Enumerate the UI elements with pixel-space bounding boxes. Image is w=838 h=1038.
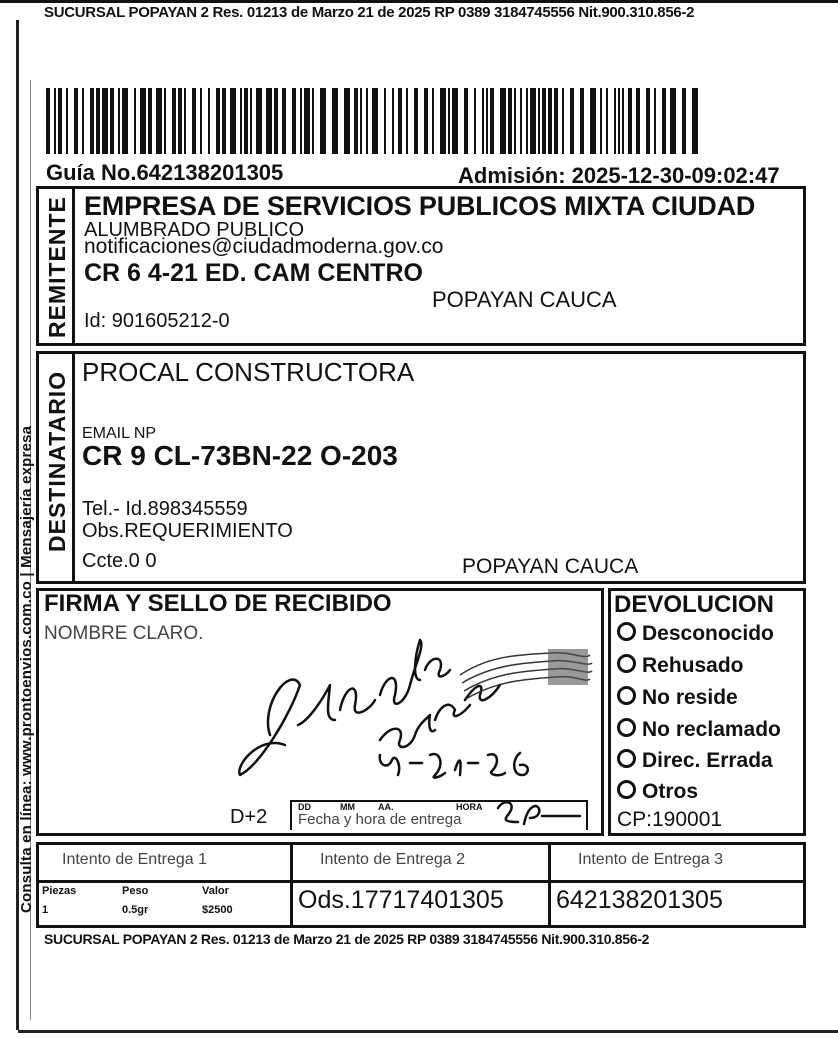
bottom-edge-line	[18, 1030, 838, 1033]
barcode-bar	[172, 88, 176, 154]
handwritten-signature	[230, 625, 600, 785]
barcode-bar	[360, 88, 362, 154]
barcode	[46, 88, 698, 154]
barcode-bar	[140, 88, 146, 154]
receipt-subtitle: NOMBRE CLARO.	[44, 623, 204, 644]
barcode-bar	[654, 88, 656, 154]
date-header-mm: MM	[340, 802, 355, 812]
recipient-email: EMAIL NP	[82, 425, 157, 442]
barcode-bar	[46, 88, 50, 154]
barcode-bar	[486, 88, 488, 154]
barcode-bar	[548, 88, 552, 154]
ods-number: Ods.17717401305	[298, 886, 504, 914]
devolucion-title: DEVOLUCION	[614, 591, 775, 618]
radio-circle-icon	[617, 622, 636, 641]
barcode-bar	[520, 88, 522, 154]
barcode-bar	[622, 88, 624, 154]
barcode-bar	[304, 88, 310, 154]
barcode-bar	[554, 88, 558, 154]
date-caption: Fecha y hora de entrega	[298, 811, 462, 828]
barcode-bar	[614, 88, 616, 154]
barcode-bar	[156, 88, 162, 154]
value-header: Valor	[202, 885, 229, 897]
sender-company: EMPRESA DE SERVICIOS PUBLICOS MIXTA CIUDAD	[84, 191, 756, 221]
barcode-bar	[230, 88, 236, 154]
barcode-bar	[682, 88, 686, 154]
guide-number: Guía No.642138201305	[46, 160, 284, 185]
sender-city: POPAYAN CAUCA	[432, 287, 617, 312]
barcode-bar	[464, 88, 468, 154]
sender-label-divider	[72, 186, 75, 346]
barcode-bar	[54, 88, 56, 154]
barcode-bar	[90, 88, 94, 154]
barcode-bar	[538, 88, 540, 154]
barcode-bar	[74, 88, 78, 154]
devolucion-option-otros[interactable]: Otros	[617, 780, 698, 804]
radio-circle-icon	[617, 718, 636, 737]
barcode-bar	[432, 88, 434, 154]
barcode-bar	[600, 88, 602, 154]
sender-email: notificaciones@ciudadmoderna.gov.co	[84, 235, 444, 258]
devolucion-option-no-reclamado[interactable]: No reclamado	[617, 718, 781, 742]
guide-code: 642138201305	[556, 886, 723, 914]
barcode-bar	[530, 88, 536, 154]
barcode-bar	[312, 88, 314, 154]
weight-value: 0.5gr	[122, 904, 149, 916]
barcode-bar	[122, 88, 128, 154]
barcode-bar	[266, 88, 272, 154]
barcode-bar	[590, 88, 596, 154]
side-website-text: Consulta en línea: www.prontoenvios.com.co | Mensajería expresa	[18, 425, 35, 913]
weight-header: Peso	[122, 885, 149, 897]
pieces-value: 1	[42, 904, 49, 916]
barcode-bar	[244, 88, 248, 154]
sender-label: REMITENTE	[44, 196, 70, 338]
barcode-bar	[300, 88, 302, 154]
barcode-bar	[618, 88, 620, 154]
attempt-1: Intento de Entrega 1	[62, 851, 207, 868]
barcode-bar	[372, 88, 378, 154]
barcode-bar	[292, 88, 296, 154]
barcode-bar	[102, 88, 108, 154]
barcode-bar	[542, 88, 546, 154]
barcode-bar	[332, 88, 338, 154]
barcode-bar	[222, 88, 226, 154]
devolucion-option-direc-errada[interactable]: Direc. Errada	[617, 749, 773, 773]
barcode-bar	[562, 88, 564, 154]
barcode-bar	[384, 88, 386, 154]
barcode-bar	[490, 88, 494, 154]
radio-circle-icon	[617, 686, 636, 705]
barcode-bar	[662, 88, 666, 154]
recipient-label: DESTINATARIO	[44, 370, 70, 552]
barcode-bar	[250, 88, 252, 154]
top-banner: SUCURSAL POPAYAN 2 Res. 01213 de Marzo 21 de 2025 RP 0389 3184745556 Nit.900.310.856-2	[44, 4, 695, 21]
barcode-bar	[500, 88, 506, 154]
attempts-col-divider-2	[548, 842, 551, 928]
barcode-bar	[58, 88, 62, 154]
barcode-bar	[424, 88, 428, 154]
barcode-bar	[628, 88, 632, 154]
delivery-days-label: D+2	[230, 806, 268, 828]
barcode-bar	[274, 88, 278, 154]
barcode-bar	[414, 88, 418, 154]
sender-id: Id: 901605212-0	[84, 310, 230, 332]
date-header-hora: HORA	[456, 802, 483, 812]
barcode-bar	[118, 88, 120, 154]
barcode-bar	[366, 88, 368, 154]
barcode-bar	[66, 88, 68, 154]
devolucion-option-no-reside[interactable]: No reside	[617, 686, 738, 710]
barcode-bar	[178, 88, 182, 154]
devolucion-option-desconocido[interactable]: Desconocido	[617, 622, 774, 646]
bottom-banner: SUCURSAL POPAYAN 2 Res. 01213 de Marzo 21 de 2025 RP 0389 3184745556 Nit.900.310.856-2	[44, 931, 650, 947]
barcode-bar	[514, 88, 516, 154]
pieces-header: Piezas	[42, 885, 77, 897]
barcode-bar	[526, 88, 528, 154]
barcode-bar	[452, 88, 458, 154]
barcode-bar	[320, 88, 326, 154]
barcode-bar	[134, 88, 136, 154]
attempts-col-divider-1	[290, 842, 293, 928]
barcode-bar	[636, 88, 640, 154]
barcode-bar	[692, 88, 698, 154]
date-header-dd: DD	[298, 802, 311, 812]
attempt-2: Intento de Entrega 2	[320, 851, 465, 868]
barcode-bar	[240, 88, 242, 154]
barcode-bar	[354, 88, 358, 154]
barcode-bar	[82, 88, 84, 154]
admission-datetime: Admisión: 2025-12-30-09:02:47	[458, 163, 780, 188]
top-edge-line	[0, 0, 838, 3]
barcode-bar	[148, 88, 152, 154]
barcode-bar	[256, 88, 262, 154]
recipient-city: POPAYAN CAUCA	[462, 555, 639, 578]
barcode-bar	[96, 88, 100, 154]
barcode-bar	[192, 88, 196, 154]
recipient-name: PROCAL CONSTRUCTORA	[82, 357, 415, 387]
barcode-bar	[208, 88, 210, 154]
barcode-bar	[646, 88, 650, 154]
barcode-bar	[200, 88, 202, 154]
postal-code: CP:190001	[617, 808, 723, 831]
date-header-aa: AA.	[378, 802, 394, 812]
radio-circle-icon	[617, 749, 636, 768]
barcode-bar	[474, 88, 476, 154]
recipient-address: CR 9 CL-73BN-22 O-203	[82, 440, 398, 471]
recipient-obs: Obs.REQUERIMIENTO	[82, 520, 293, 542]
handwritten-time	[490, 794, 590, 830]
radio-circle-icon	[617, 780, 636, 799]
price-value: $2500	[202, 904, 233, 916]
barcode-bar	[344, 88, 350, 154]
recipient-tel: Tel.- Id.898345559	[82, 498, 248, 520]
barcode-bar	[448, 88, 450, 154]
barcode-bar	[508, 88, 512, 154]
barcode-bar	[406, 88, 408, 154]
sender-address: CR 6 4-21 ED. CAM CENTRO	[84, 259, 423, 287]
barcode-bar	[164, 88, 166, 154]
barcode-bar	[570, 88, 574, 154]
barcode-bar	[670, 88, 676, 154]
barcode-bar	[482, 88, 484, 154]
barcode-bar	[606, 88, 608, 154]
attempts-row-divider	[36, 880, 806, 883]
barcode-bar	[398, 88, 402, 154]
receipt-title: FIRMA Y SELLO DE RECIBIDO	[44, 590, 392, 617]
attempt-3: Intento de Entrega 3	[578, 851, 723, 868]
radio-circle-icon	[617, 654, 636, 673]
barcode-bar	[184, 88, 186, 154]
recipient-label-divider	[72, 351, 75, 584]
devolucion-option-rehusado[interactable]: Rehusado	[617, 654, 744, 678]
barcode-bar	[580, 88, 584, 154]
barcode-bar	[440, 88, 446, 154]
recipient-ccte: Ccte.0 0	[82, 550, 157, 572]
barcode-bar	[392, 88, 394, 154]
barcode-bar	[110, 88, 114, 154]
barcode-bar	[282, 88, 286, 154]
barcode-bar	[216, 88, 220, 154]
sender-company-line2: ALUMBRADO PUBLICO	[84, 219, 305, 241]
